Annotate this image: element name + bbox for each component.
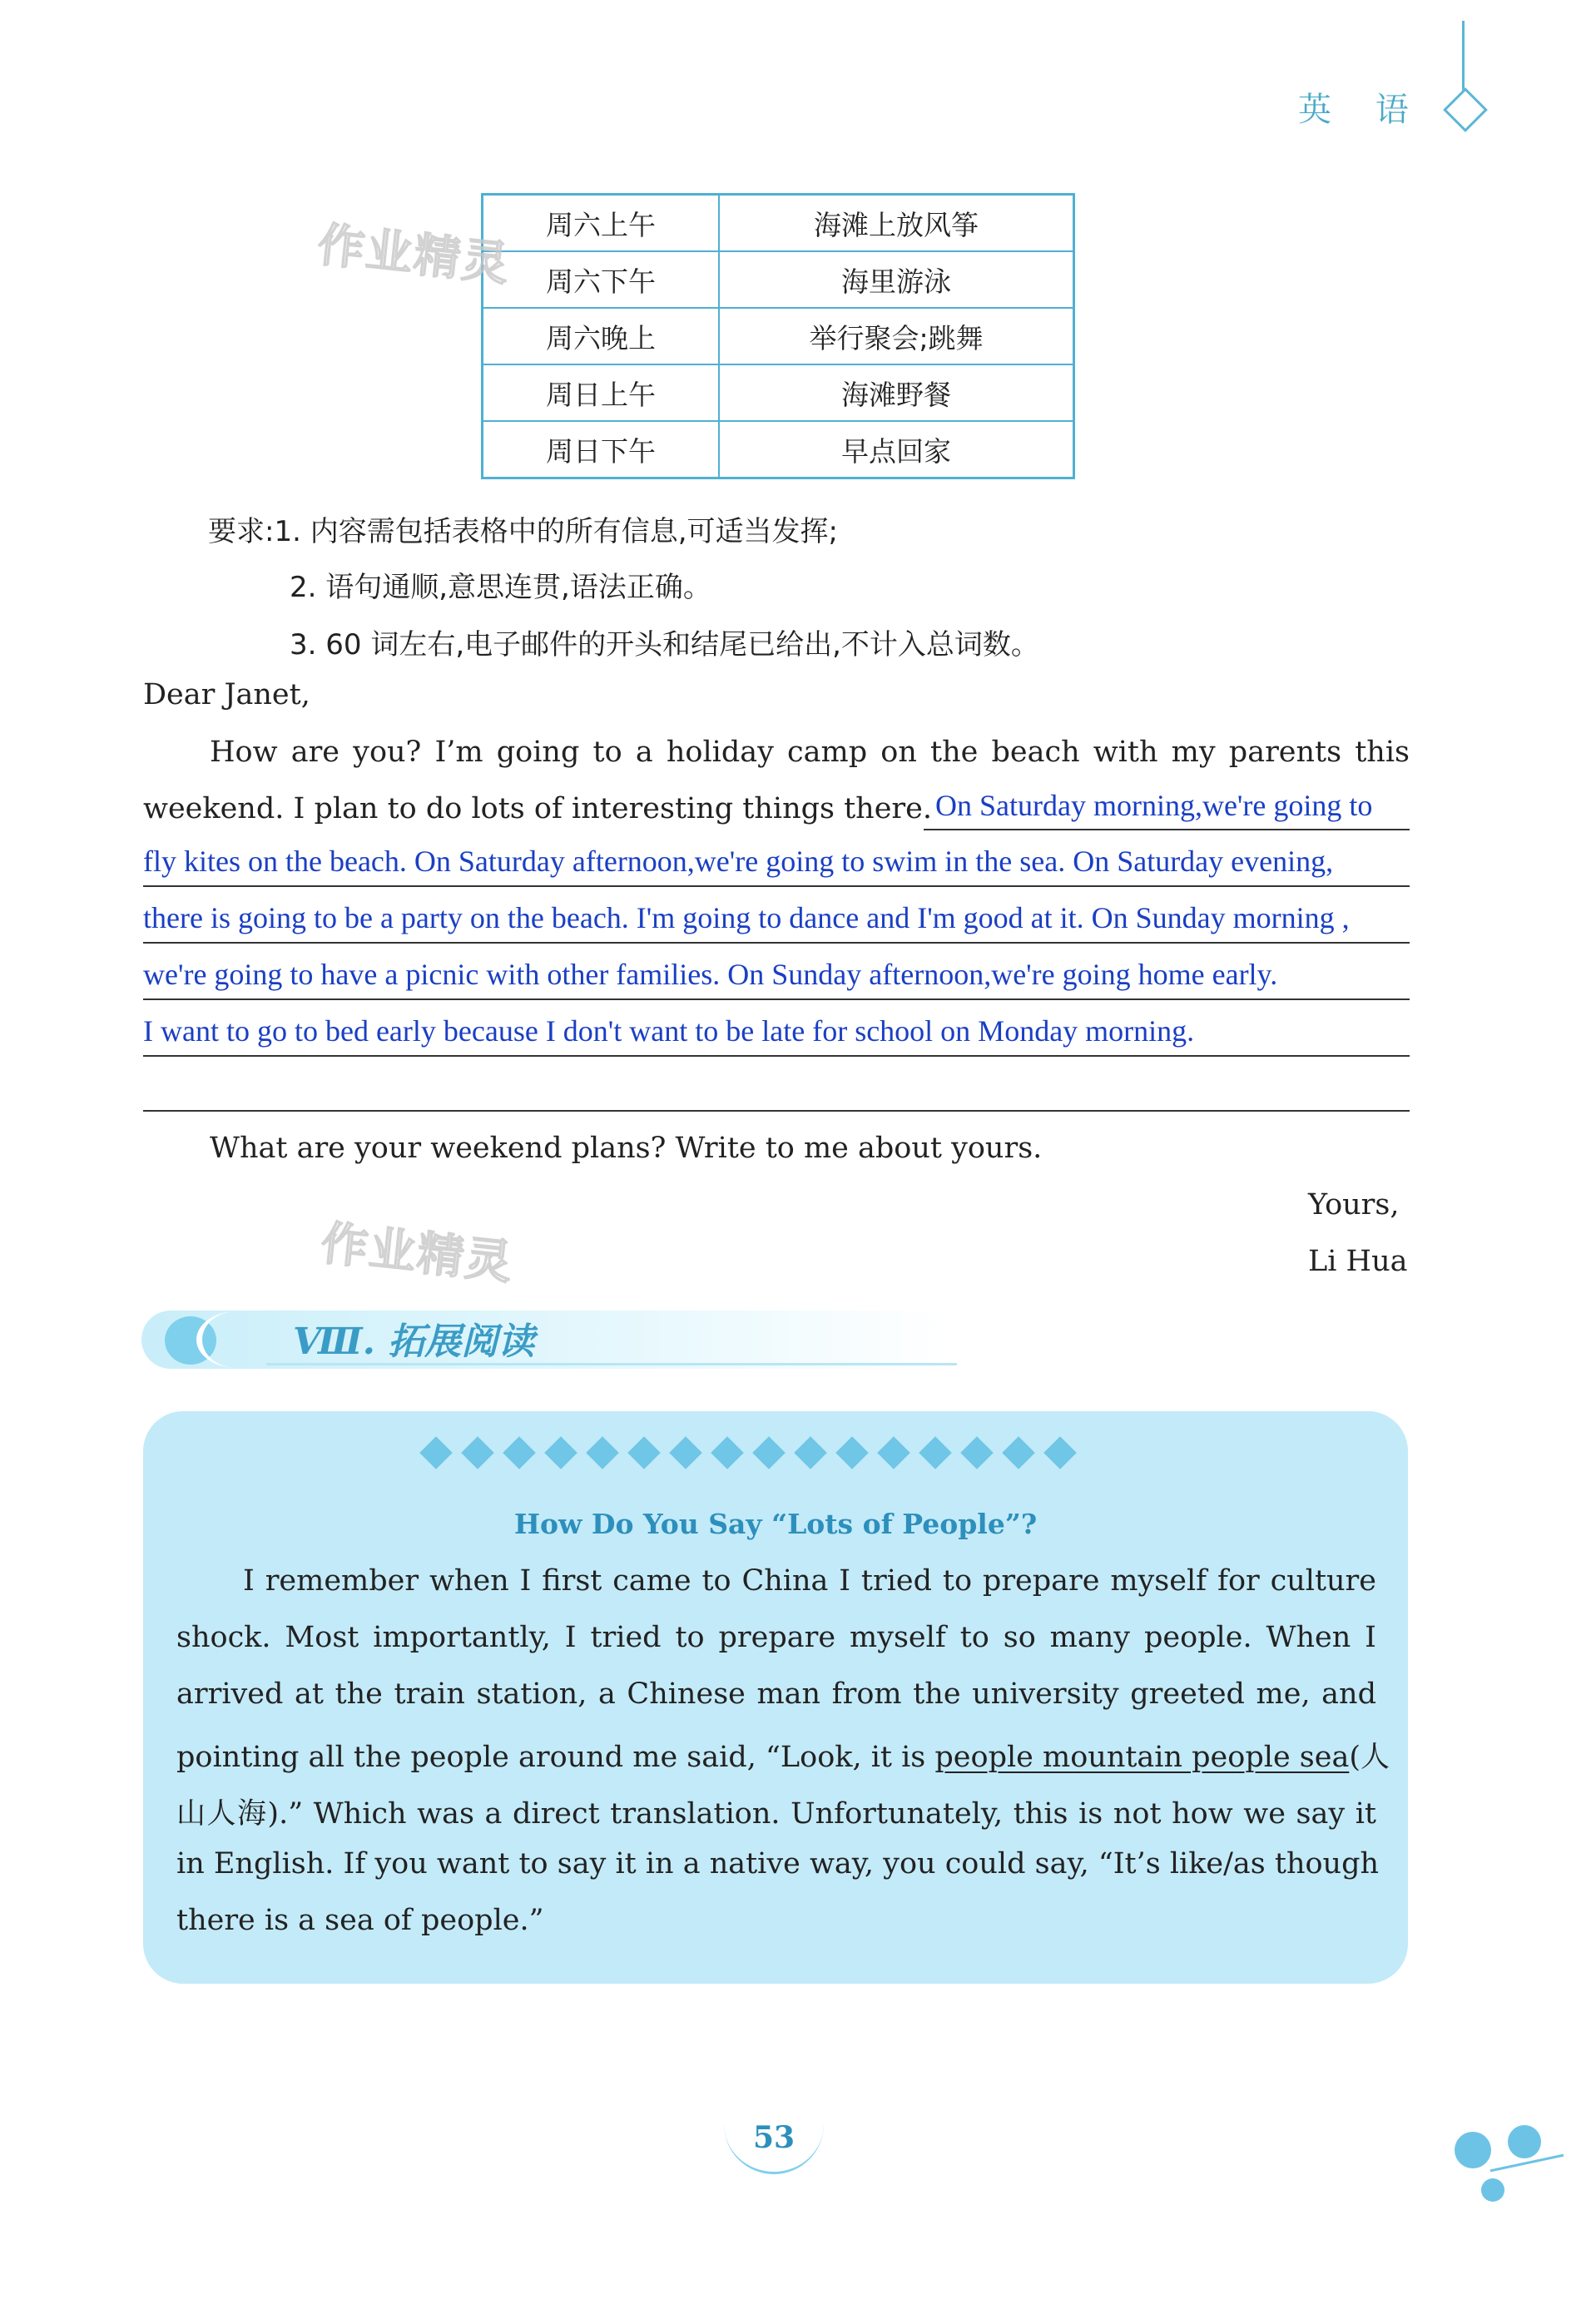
table-cell-time: 周日下午 [483,421,720,478]
diamond-icon [1002,1436,1035,1469]
writing-line [143,885,1410,887]
underlined-phrase: people mountain people sea [934,1741,1350,1774]
diamond-row-decoration [424,1441,1072,1464]
diamond-icon [586,1436,619,1469]
letter-intro-line: How are you? I’m going to a holiday camp on the beach with my parents this [210,736,1410,769]
writing-line [143,1055,1410,1057]
requirement-1: 要求:1. 内容需包括表格中的所有信息,可适当发挥; [208,515,838,548]
weekend-plan-table [481,193,1075,479]
table-cell-activity: 海滩上放风筝 [719,195,1074,252]
bubble-decoration [1508,2125,1541,2158]
table-row [483,195,1074,252]
reading-line: 山人海).” Which was a direct translation. Unfortunately, this is not how we say it [176,1797,1376,1831]
letter-greeting: Dear Janet, [143,678,310,711]
diamond-icon [835,1436,869,1469]
banner-arc-decoration [196,1311,277,1368]
diamond-icon [419,1436,453,1469]
answer-line: there is going to be a party on the beach. I'm going to dance and I'm good at it. On Sunday morning , [143,901,1350,934]
diamond-icon [960,1436,994,1469]
diamond-icon [919,1436,952,1469]
table-cell-time: 周六下午 [483,251,720,308]
letter-sign-off: Yours, [1308,1188,1400,1221]
answer-line: we're going to have a picnic with other families. On Sunday afternoon,we're going home early. [143,958,1278,991]
diamond-icon [711,1436,744,1469]
reading-line: shock. Most importantly, I tried to prepare myself to so many people. When I [176,1621,1376,1654]
letter-intro-line: weekend. I plan to do lots of interesting things there. [143,792,932,825]
diamond-icon [877,1436,910,1469]
writing-line [143,942,1410,944]
reading-line: arrived at the train station, a Chinese man from the university greeted me, and [176,1677,1376,1711]
table-row [483,251,1074,308]
table-cell-time: 周六晚上 [483,308,720,364]
table-cell-time: 周六上午 [483,195,720,252]
diamond-icon [669,1436,702,1469]
reading-line: I remember when I first came to China I tried to prepare myself for culture [243,1564,1376,1598]
reading-line: there is a sea of people.” [176,1904,544,1937]
table-cell-activity: 早点回家 [719,421,1074,478]
bubble-decoration [1481,2178,1504,2202]
table-row [483,308,1074,364]
answer-line: fly kites on the beach. On Saturday afternoon,we're going to swim in the sea. On Saturday evening, [143,845,1334,878]
bubble-decoration [1455,2132,1491,2168]
table-cell-time: 周日上午 [483,364,720,421]
diamond-icon [627,1436,661,1469]
answer-line: I want to go to bed early because I don't want to be late for school on Monday morning. [143,1014,1195,1048]
page-number: 53 [752,2120,796,2155]
requirement-3: 3. 60 词左右,电子邮件的开头和结尾已给出,不计入总词数。 [290,628,1039,662]
table-row [483,421,1074,478]
writing-line [924,829,1410,830]
header-divider [1462,21,1465,92]
watermark-logo: 作业精灵 [318,1216,517,1291]
diamond-icon [752,1436,786,1469]
diamond-icon [461,1436,494,1469]
table-cell-activity: 海滩野餐 [719,364,1074,421]
table-cell-activity: 举行聚会;跳舞 [719,308,1074,364]
letter-signature: Li Hua [1308,1245,1408,1278]
reading-text: pointing all the people around me said, “Look, it is [176,1741,935,1774]
diamond-icon [503,1436,536,1469]
subject-label: 英 语 [1298,91,1425,129]
diamond-icon [544,1436,577,1469]
diamond-icon [1043,1436,1077,1469]
reading-title: How Do You Say “Lots of People”? [513,1508,1038,1540]
diamond-icon [1443,87,1488,132]
letter-closing-question: What are your weekend plans? Write to me about yours. [210,1132,1043,1165]
section-title: Ⅷ. 拓展阅读 [293,1321,535,1363]
requirement-2: 2. 语句通顺,意思连贯,语法正确。 [290,571,711,604]
writing-line [143,998,1410,1000]
writing-line [143,1110,1410,1112]
reading-line [176,1734,1390,1776]
table-row [483,364,1074,421]
reading-line: in English. If you want to say it in a native way, you could say, “It’s like/as though [176,1847,1380,1880]
table-cell-activity: 海里游泳 [719,251,1074,308]
reading-text: (人 [1349,1741,1390,1774]
watermark-logo: 作业精灵 [315,218,513,292]
answer-line: On Saturday morning,we're going to [935,789,1373,822]
diamond-icon [794,1436,827,1469]
